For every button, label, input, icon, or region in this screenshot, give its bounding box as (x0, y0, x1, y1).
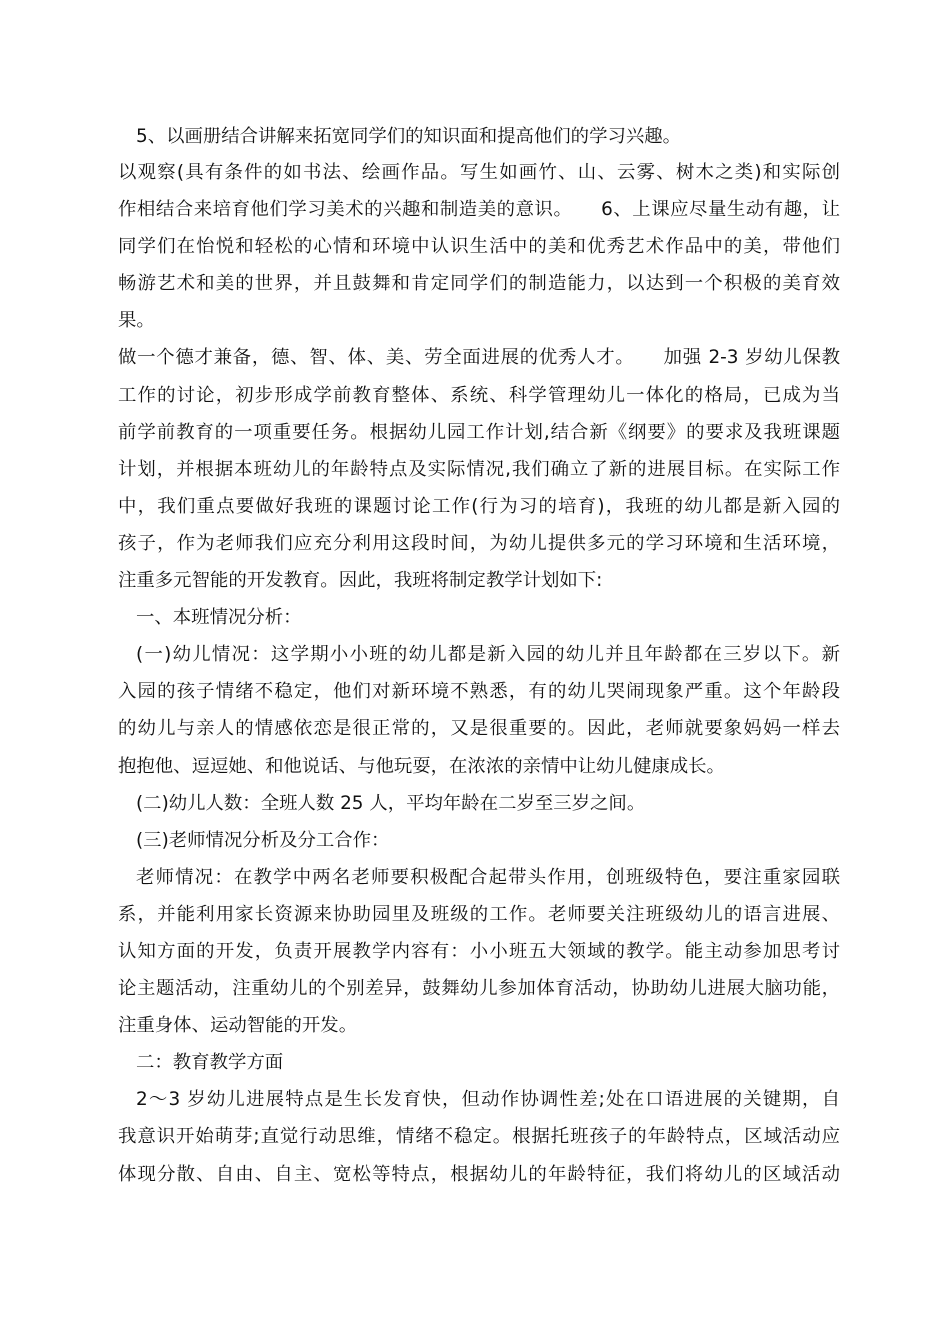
section-heading: 二：教育教学方面 (136, 1052, 284, 1074)
paragraph-line: 系，并能利用家长资源来协助园里及班级的工作。老师要关注班级幼儿的语言进展、 (118, 903, 840, 925)
paragraph-line: 以观察(具有条件的如书法、绘画作品。写生如画竹、山、云雾、树木之类)和实际创 (118, 162, 840, 183)
paragraph-line: 我意识开始萌芽;直觉行动思维，情绪不稳定。根据托班孩子的年龄特点，区域活动应 (118, 1126, 840, 1148)
paragraph-line: 果。 (118, 310, 155, 332)
subsection-heading: (三)老师情况分析及分工合作： (136, 829, 390, 851)
paragraph-line: (一)幼儿情况：这学期小小班的幼儿都是新入园的幼儿并且年龄都在三岁以下。新 (136, 644, 840, 666)
paragraph-line: 工作的讨论，初步形成学前教育整体、系统、科学管理幼儿一体化的格局，已成为当 (118, 384, 840, 406)
paragraph-line: 5、以画册结合讲解来拓宽同学们的知识面和提高他们的学习兴趣。 (136, 126, 682, 147)
paragraph-line: 计划，并根据本班幼儿的年龄特点及实际情况,我们确立了新的进展目标。在实际工作 (118, 458, 840, 480)
paragraph-line: 论主题活动，注重幼儿的个别差异，鼓舞幼儿参加体育活动，协助幼儿进展大脑功能， (118, 978, 840, 1000)
section-heading: 一、本班情况分析： (136, 607, 302, 629)
paragraph-line: 老师情况：在教学中两名老师要积极配合起带头作用，创班级特色，要注重家园联 (136, 866, 840, 888)
paragraph-line: 的幼儿与亲人的情感依恋是很正常的，又是很重要的。因此，老师就要象妈妈一样去 (118, 718, 840, 740)
paragraph-line: 前学前教育的一项重要任务。根据幼儿园工作计划,结合新《纲要》的要求及我班课题 (118, 421, 840, 443)
paragraph-line: 做一个德才兼备，德、智、体、美、劳全面进展的优秀人才。 加强 2-3 岁幼儿保教 (118, 347, 840, 369)
paragraph-line: 注重身体、运动智能的开发。 (118, 1015, 358, 1037)
paragraph-line: 注重多元智能的开发教育。因此，我班将制定教学计划如下: (118, 570, 603, 592)
paragraph-line: 畅游艺术和美的世界，并且鼓舞和肯定同学们的制造能力，以达到一个积极的美育效 (118, 273, 840, 295)
paragraph-line: 作相结合来培育他们学习美术的兴趣和制造美的意识。 6、上课应尽量生动有趣，让 (118, 199, 840, 221)
paragraph-line: 中，我们重点要做好我班的课题讨论工作(行为习的培育)，我班的幼儿都是新入园的 (118, 495, 840, 517)
paragraph-line: 入园的孩子情绪不稳定，他们对新环境不熟悉，有的幼儿哭闹现象严重。这个年龄段 (118, 681, 840, 703)
paragraph-line: 孩子，作为老师我们应充分利用这段时间，为幼儿提供多元的学习环境和生活环境， (118, 532, 840, 554)
paragraph-line: 2～3 岁幼儿进展特点是生长发育快，但动作协调性差;处在口语进展的关键期，自 (136, 1089, 840, 1111)
paragraph-line: 认知方面的开发，负责开展教学内容有：小小班五大领域的教学。能主动参加思考讨 (118, 940, 840, 962)
paragraph-line: (二)幼儿人数：全班人数 25 人，平均年龄在二岁至三岁之间。 (136, 792, 646, 814)
paragraph-line: 体现分散、自由、自主、宽松等特点，根据幼儿的年龄特征，我们将幼儿的区域活动 (118, 1163, 840, 1185)
paragraph-line: 抱抱他、逗逗她、和他说话、与他玩耍，在浓浓的亲情中让幼儿健康成长。 (118, 755, 725, 777)
document-page (118, 120, 840, 1193)
paragraph-line: 同学们在怡悦和轻松的心情和环境中认识生活中的美和优秀艺术作品中的美，带他们 (118, 236, 840, 258)
